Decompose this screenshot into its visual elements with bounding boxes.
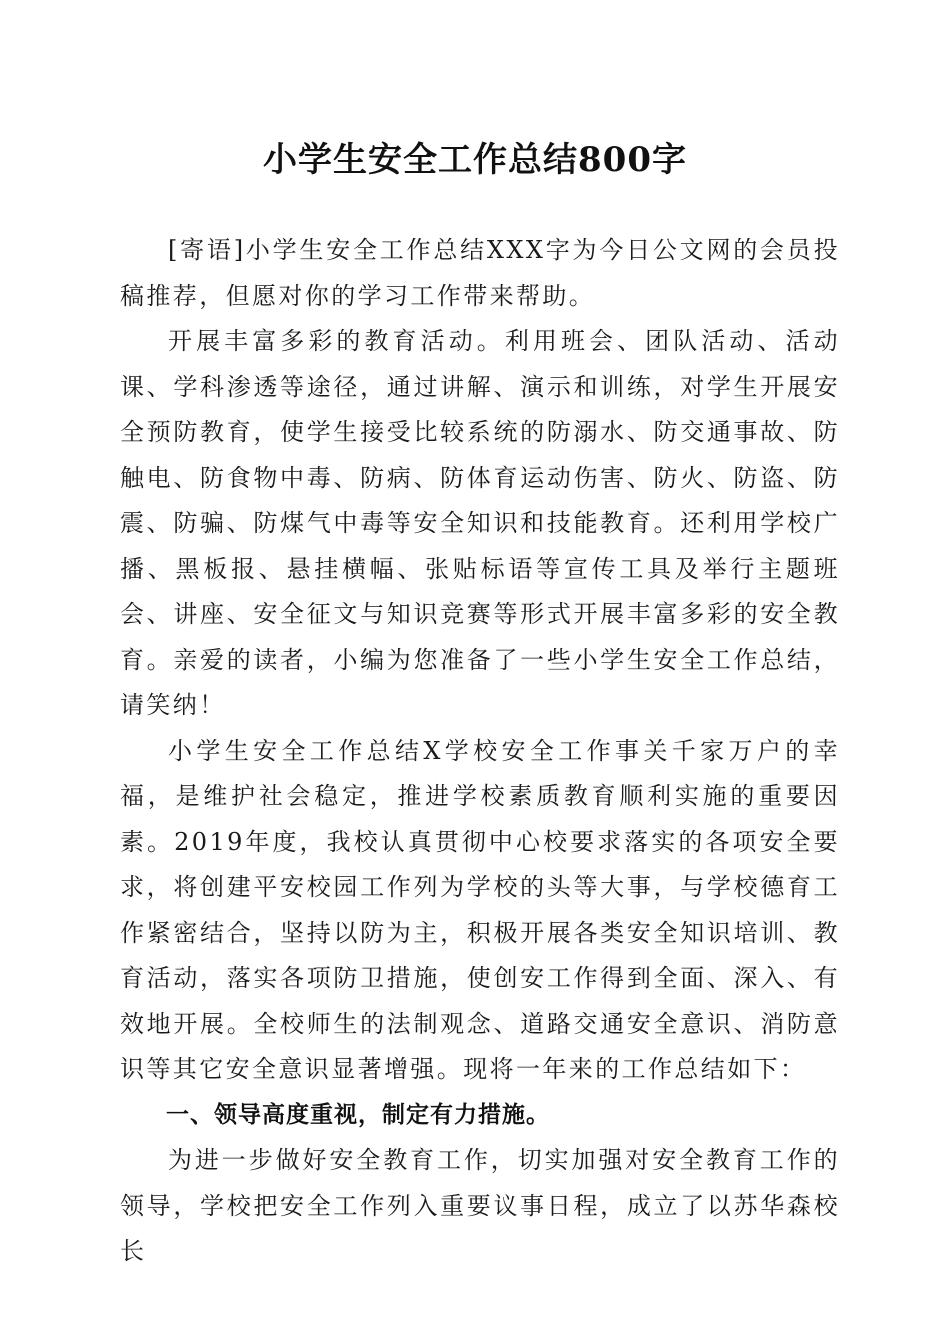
intro-paragraph: [寄语]小学生安全工作总结XXX字为今日公文网的会员投稿推荐，但愿对你的学习工作带来帮助。	[120, 236, 840, 310]
document-title: 小学生安全工作总结800字	[263, 140, 687, 180]
summary-paragraph: 小学生安全工作总结X学校安全工作事关千家万户的幸福，是维护社会稳定，推进学校素质教育顺利实施的重要因素。2019年度，我校认真贯彻中心校要求落实的各项安全要求，将创建平安校园工作列为学校的头等大事，与学校德育工作紧密结合，坚持以防为主，积极开展各类安全知识培训、教育活动，落实各项防卫措施，使创安工作得到全面、深入、有效地开展。全校师生的法制观念、道路交通安全意识、消防意识等其它安全意识显著增强。现将一年来的工作总结如下：	[120, 736, 840, 1083]
section-heading: 一、领导高度重视，制定有力措施。	[166, 1101, 550, 1128]
document-body	[120, 228, 840, 1275]
activities-paragraph: 开展丰富多彩的教育活动。利用班会、团队活动、活动课、学科渗透等途径，通过讲解、演示和训练，对学生开展安全预防教育，使学生接受比较系统的防溺水、防交通事故、防触电、防食物中毒、防病、防体育运动伤害、防火、防盗、防震、防骗、防煤气中毒等安全知识和技能教育。还利用学校广播、黑板报、悬挂横幅、张贴标语等宣传工具及举行主题班会、讲座、安全征文与知识竞赛等形式开展丰富多彩的安全教育。亲爱的读者，小编为您准备了一些小学生安全工作总结，请笑纳！	[120, 327, 840, 719]
section-paragraph: 为进一步做好安全教育工作，切实加强对安全教育工作的领导，学校把安全工作列入重要议事日程，成立了以苏华森校长	[120, 1146, 840, 1265]
